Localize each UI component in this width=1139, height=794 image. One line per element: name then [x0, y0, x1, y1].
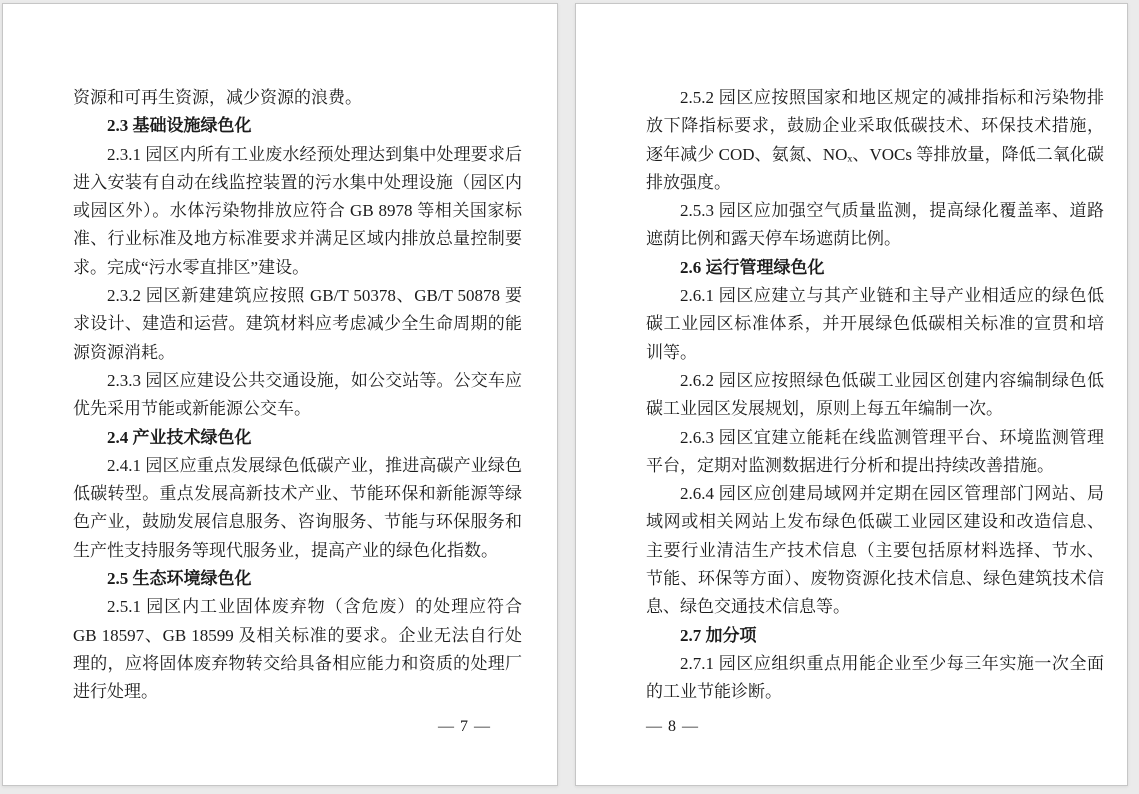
paragraph: 2.6.1 园区应建立与其产业链和主导产业相适应的绿色低碳工业园区标准体系，并开展绿色低碳相关标准的宣贯和培训等。: [646, 286, 1104, 362]
page-number: — 8 —: [646, 718, 699, 735]
paragraph: 2.6.2 园区应按照绿色低碳工业园区创建内容编制绿色低碳工业园区发展规划，原则上每五年编制一次。: [646, 370, 1104, 419]
paragraph: 2.5.1 园区内工业固体废弃物（含危废）的处理应符合 GB 18597、GB 18599 及相关标准的要求。企业无法自行处理的，应将固体废弃物转交给具备相应能力和资质的处理厂进行处理。: [73, 597, 522, 702]
paragraph: 2.6.4 园区应创建局域网并定期在园区管理部门网站、局域网或相关网站上发布绿色低碳工业园区建设和改造信息、主要行业清洁生产技术信息（主要包括原材料选择、节水、节能、环保等方面）、废物资源化技术信息、绿色建筑技术信息、绿色交通技术信息等。: [646, 484, 1104, 617]
document-page-7: [2, 3, 558, 786]
section-heading: 2.5 生态环境绿色化: [107, 569, 252, 589]
paragraph: 2.6.3 园区宜建立能耗在线监测管理平台、环境监测管理平台，定期对监测数据进行分析和提出持续改善措施。: [646, 427, 1104, 475]
paragraph: 2.3.1 园区内所有工业废水经预处理达到集中处理要求后进入安装有自动在线监控装置的污水集中处理设施（园区内或园区外）。水体污染物排放应符合 GB 8978 等相关国家标准、行业标准及地方标准要求并满足区域内排放总量控制要求。完成“污水零直排区”建设。: [73, 144, 522, 277]
section-heading: 2.7 加分项: [680, 625, 757, 645]
paragraph: 2.4.1 园区应重点发展绿色低碳产业，推进高碳产业绿色低碳转型。重点发展高新技术产业、节能环保和新能源等绿色产业，鼓励发展信息服务、咨询服务、节能与环保服务和生产性支持服务等现代服务业，提高产业的绿色化指数。: [73, 455, 522, 560]
page-8-content: [646, 84, 1104, 707]
page-7-content: [73, 84, 522, 707]
paragraph: 2.3.3 园区应建设公共交通设施，如公交站等。公交车应优先采用节能或新能源公交车。: [73, 370, 522, 419]
paragraph: 2.5.3 园区应加强空气质量监测，提高绿化覆盖率、道路遮荫比例和露天停车场遮荫比例。: [646, 201, 1104, 249]
paragraph: 2.5.2 园区应按照国家和地区规定的减排指标和污染物排放下降指标要求，鼓励企业采取低碳技术、环保技术措施，逐年减少 COD、氨氮、NOₓ、VOCs 等排放量，降低二氧化碳排放强度。: [646, 88, 1104, 192]
paragraph: 2.3.2 园区新建建筑应按照 GB/T 50378、GB/T 50878 要求设计、建造和运营。建筑材料应考虑减少全生命周期的能源资源消耗。: [73, 286, 522, 362]
section-heading: 2.6 运行管理绿色化: [680, 257, 825, 277]
section-heading: 2.4 产业技术绿色化: [107, 427, 252, 447]
page-number: — 7 —: [438, 718, 491, 735]
paragraph: 资源和可再生资源，减少资源的浪费。: [73, 88, 362, 107]
section-heading: 2.3 基础设施绿色化: [107, 116, 252, 136]
paragraph: 2.7.1 园区应组织重点用能企业至少每三年实施一次全面的工业节能诊断。: [646, 653, 1104, 702]
document-page-8: [575, 3, 1128, 786]
